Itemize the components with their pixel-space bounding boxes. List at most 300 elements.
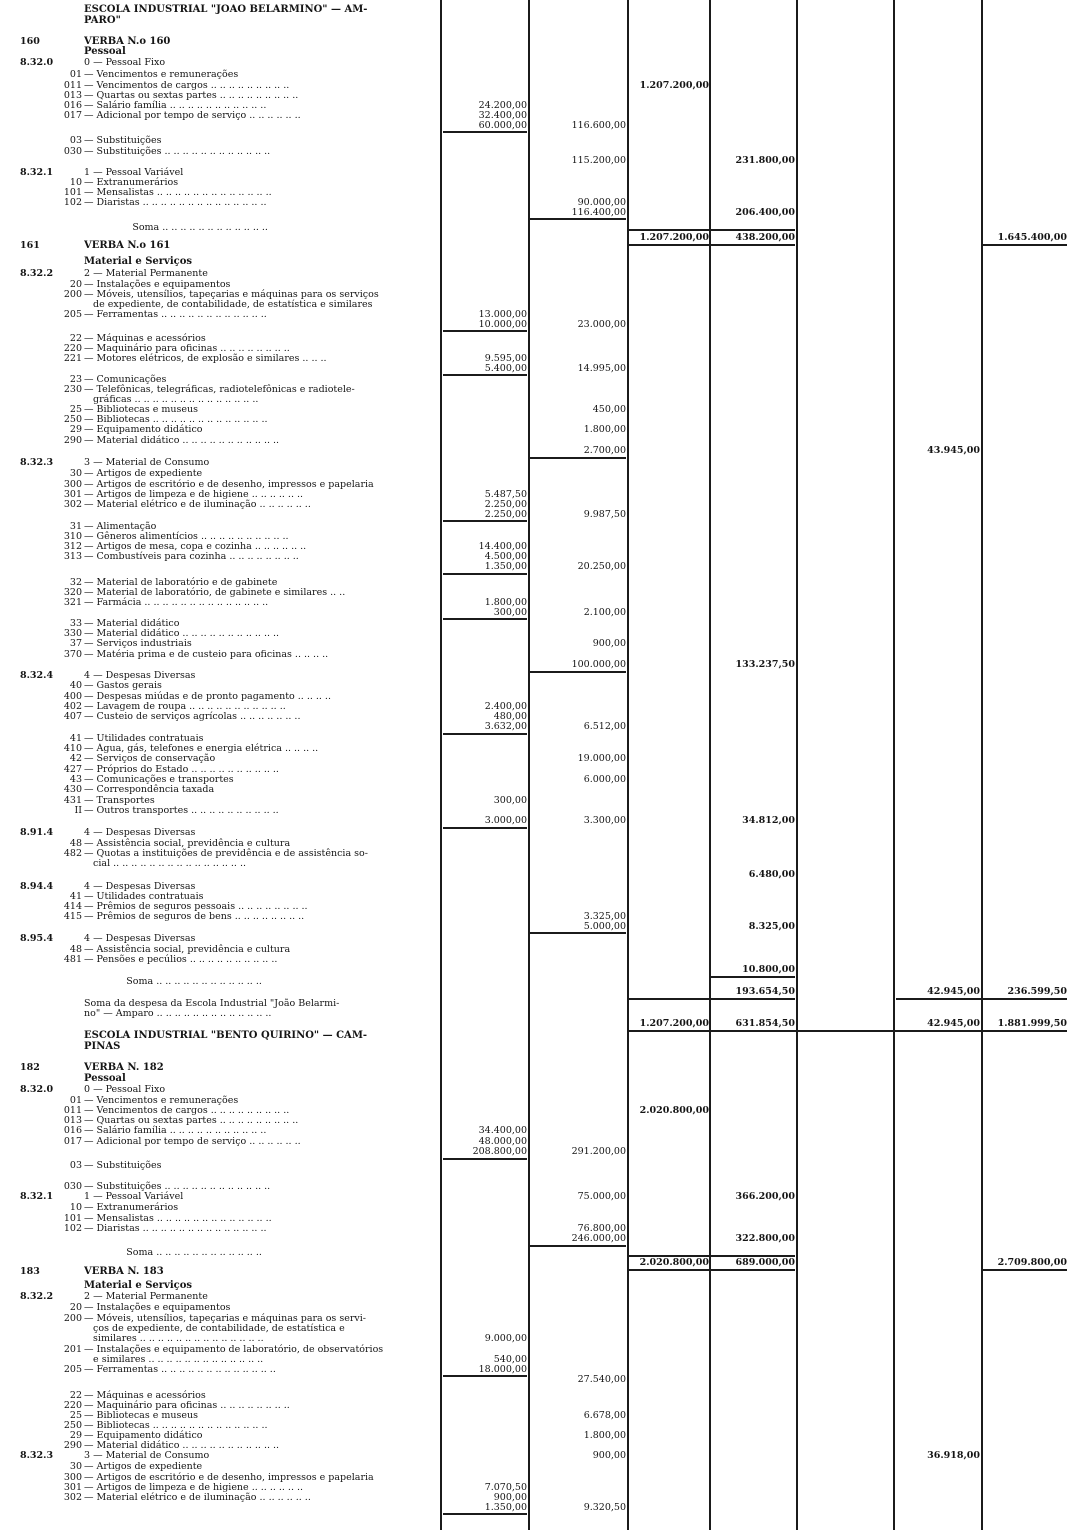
item-description: — Custeio de serviços agrícolas .. .. .. .. .. .. ..	[84, 711, 301, 722]
item-code: 200	[63, 289, 82, 300]
ledger-row	[0, 468, 1068, 479]
item-description: 0 — Pessoal Fixo	[84, 57, 166, 68]
item-description: — Maquinário para oficinas .. .. .. .. .. .. .. ..	[84, 1400, 290, 1411]
ledger-row	[0, 1266, 1068, 1277]
item-code: 31	[69, 521, 82, 532]
item-description: — Telefônicas, telegráficas, radiotelefônicas e radiotele-	[84, 384, 355, 395]
item-description: — Ferramentas .. .. .. .. .. .. .. .. .. .. .. ..	[84, 309, 267, 320]
item-description: gráficas .. .. .. .. .. .. .. .. .. .. .. .. .. ..	[84, 394, 259, 405]
item-code: 427	[63, 764, 82, 775]
item-code: 230	[63, 384, 82, 395]
item-code: 37	[69, 638, 82, 649]
item-description: — Substituições	[84, 135, 162, 146]
item-description: 2 — Material Permanente	[84, 1291, 208, 1302]
item-description: — Instalações e equipamentos	[84, 1302, 231, 1313]
item-description: — Água, gás, telefones e energia elétrica .. .. .. ..	[84, 743, 319, 754]
ledger-row	[0, 659, 1068, 670]
ledger-row	[0, 753, 1068, 764]
amount-group-total: 366.200,00	[735, 1191, 795, 1202]
item-description: — Bibliotecas .. .. .. .. .. .. .. .. .. .. .. .. ..	[84, 1420, 268, 1431]
section-code: 8.32.0	[20, 1084, 54, 1095]
sum-rule	[443, 1513, 527, 1515]
amount-group-total: 8.325,00	[748, 921, 795, 932]
item-description: de expediente, de contabilidade, de estatística e similares	[84, 299, 373, 310]
ledger-row	[0, 1146, 1068, 1157]
ledger-row	[0, 69, 1068, 80]
amount-item: 9.000,00	[484, 1333, 527, 1344]
section-code: 8.91.4	[20, 827, 54, 838]
amount-group-total: 6.480,00	[748, 869, 795, 880]
item-description: — Vencimentos e remunerações	[84, 1095, 239, 1106]
sum-rule	[443, 330, 527, 332]
section-code: 8.32.3	[20, 457, 54, 468]
item-code: 402	[63, 701, 82, 712]
item-code: 22	[69, 1390, 82, 1401]
amount-subtotal: 90.000,00	[577, 197, 626, 208]
item-description: — Adicional por tempo de serviço .. .. .. .. .. ..	[84, 1136, 301, 1147]
item-description: — Comunicações e transportes	[84, 774, 234, 785]
item-code: 205	[63, 309, 82, 320]
item-code: 482	[63, 848, 82, 859]
ledger-row	[0, 1125, 1068, 1136]
item-code: 03	[69, 1160, 82, 1171]
ledger-row	[0, 869, 1068, 880]
item-description: — Quartas ou sextas partes .. .. .. .. .. .. .. .. ..	[84, 1115, 299, 1126]
amount-subtotal: 116.600,00	[571, 120, 626, 131]
item-description: — Mensalistas .. .. .. .. .. .. .. .. .. .. .. .. ..	[84, 1213, 272, 1224]
amount-subtotal: 3.300,00	[583, 815, 626, 826]
amount-subtotal: 20.250,00	[577, 561, 626, 572]
item-code: 25	[69, 1410, 82, 1421]
amount-group-total: 322.800,00	[735, 1233, 795, 1244]
item-description: — Artigos de expediente	[84, 1461, 203, 1472]
ledger-row	[0, 1302, 1068, 1313]
item-code: 415	[63, 911, 82, 922]
item-description: — Vencimentos de cargos .. .. .. .. .. .. .. .. ..	[84, 80, 290, 91]
item-description: VERBA N. 182	[84, 1062, 164, 1073]
amount-group-total: 10.800,00	[742, 964, 795, 975]
item-code: 030	[63, 1181, 82, 1192]
ledger-row	[0, 1333, 1068, 1344]
item-description: — Máquinas e acessórios	[84, 333, 206, 344]
item-description: 0 — Pessoal Fixo	[84, 1084, 166, 1095]
item-description: — Utilidades contratuais	[84, 891, 204, 902]
amount-group-total: 438.200,00	[735, 232, 795, 243]
amount-item: 24.200,00	[478, 100, 527, 111]
item-description: — Outros transportes .. .. .. .. .. .. .. .. .. ..	[84, 805, 279, 816]
item-code: 481	[63, 954, 82, 965]
item-code: 101	[63, 187, 82, 198]
ledger-row	[0, 268, 1068, 279]
item-description: — Artigos de limpeza e de higiene .. .. .. .. .. ..	[84, 489, 304, 500]
item-description: Material e Serviços	[84, 256, 193, 267]
ledger-row	[0, 680, 1068, 691]
item-code: 430	[63, 784, 82, 795]
amount-item: 32.400,00	[478, 110, 527, 121]
sum-rule	[443, 131, 527, 133]
amount-fixed-total: 1.207.200,00	[639, 232, 709, 243]
item-description: — Alimentação	[84, 521, 157, 532]
amount-item: 9.595,00	[484, 353, 527, 364]
item-code: 23	[69, 374, 82, 385]
item-description: — Motores elétricos, de explosão e similares .. .. ..	[84, 353, 327, 364]
ledger-row	[0, 921, 1068, 932]
item-description: — Assistência social, previdência e cultura	[84, 944, 291, 955]
item-description: — Substituições .. .. .. .. .. .. .. .. .. .. .. ..	[84, 1181, 271, 1192]
item-code: 290	[63, 1440, 82, 1451]
amount-group-total: 631.854,50	[735, 1018, 795, 1029]
item-code: 10	[69, 177, 82, 188]
item-description: 4 — Despesas Diversas	[84, 933, 196, 944]
amount-subtotal: 450,00	[592, 404, 626, 415]
amount-subtotal: 27.540,00	[577, 1374, 626, 1385]
item-code: 017	[63, 1136, 82, 1147]
item-description: — Matéria prima e de custeio para oficinas .. .. .. ..	[84, 649, 329, 660]
item-code: 017	[63, 110, 82, 121]
item-description: — Diaristas .. .. .. .. .. .. .. .. .. .. .. .. .. ..	[84, 197, 267, 208]
item-description: VERBA N. 183	[84, 1266, 164, 1277]
item-code: 205	[63, 1364, 82, 1375]
item-description: 2 — Material Permanente	[84, 268, 208, 279]
amount-grand-total: 1.645.400,00	[997, 232, 1067, 243]
amount-material-total: 42.945,00	[927, 1018, 980, 1029]
amount-subtotal: 3.325,00	[583, 911, 626, 922]
item-code: 431	[63, 795, 82, 806]
amount-item: 10.000,00	[478, 319, 527, 330]
item-description: VERBA N.o 161	[84, 240, 171, 251]
item-code: 20	[69, 1302, 82, 1313]
amount-item: 5.400,00	[484, 363, 527, 374]
amount-fixed-total: 2.020.800,00	[639, 1257, 709, 1268]
item-description: — Material didático	[84, 618, 180, 629]
item-description: — Maquinário para oficinas .. .. .. .. .. .. .. ..	[84, 343, 290, 354]
item-description: Soma .. .. .. .. .. .. .. .. .. .. .. ..	[84, 1247, 262, 1258]
item-description: cial .. .. .. .. .. .. .. .. .. .. .. .. .. .. ..	[84, 858, 247, 869]
item-code: 30	[69, 1461, 82, 1472]
item-code: 301	[63, 1482, 82, 1493]
item-code: 321	[63, 597, 82, 608]
item-description: Soma da despesa da Escola Industrial "João Belarmi-	[84, 998, 340, 1009]
ledger-row	[0, 240, 1068, 251]
ledger-row	[0, 1018, 1068, 1029]
item-description: — Máquinas e acessórios	[84, 1390, 206, 1401]
amount-material-total: 36.918,00	[927, 1450, 980, 1461]
item-code: 312	[63, 541, 82, 552]
amount-material-total: 42.945,00	[927, 986, 980, 997]
section-code: 8.32.2	[20, 268, 54, 279]
item-description: — Salário família .. .. .. .. .. .. .. .. .. .. ..	[84, 1125, 267, 1136]
item-description: — Transportes	[84, 795, 155, 806]
item-code: 013	[63, 90, 82, 101]
item-description: — Assistência social, previdência e cultura	[84, 838, 291, 849]
ledger-row	[0, 445, 1068, 456]
item-code: 101	[63, 1213, 82, 1224]
item-code: 20	[69, 279, 82, 290]
section-code: 8.32.0	[20, 57, 54, 68]
item-description: — Equipamento didático	[84, 1430, 203, 1441]
ledger-row	[0, 1280, 1068, 1291]
item-description: — Substituições .. .. .. .. .. .. .. .. .. .. .. ..	[84, 146, 271, 157]
item-code: 410	[63, 743, 82, 754]
ledger-row	[0, 1041, 1068, 1052]
ledger-row	[0, 4, 1068, 15]
amount-subtotal: 900,00	[592, 1450, 626, 1461]
amount-subtotal: 9.320,50	[583, 1502, 626, 1513]
item-code: 370	[63, 649, 82, 660]
item-description: Soma .. .. .. .. .. .. .. .. .. .. .. ..	[84, 976, 262, 987]
item-description: — Material didático .. .. .. .. .. .. .. .. .. .. ..	[84, 435, 280, 446]
ledger-row	[0, 15, 1068, 26]
item-code: 10	[69, 1202, 82, 1213]
item-code: 013	[63, 1115, 82, 1126]
ledger-row	[0, 1374, 1068, 1385]
amount-item: 1.800,00	[484, 597, 527, 608]
amount-subtotal: 76.800,00	[577, 1223, 626, 1234]
item-description: — Instalações e equipamentos	[84, 279, 231, 290]
amount-item: 48.000,00	[478, 1136, 527, 1147]
item-description: — Vencimentos e remunerações	[84, 69, 239, 80]
item-description: — Adicional por tempo de serviço .. .. .. .. .. ..	[84, 110, 301, 121]
item-description: 4 — Despesas Diversas	[84, 881, 196, 892]
item-description: PINAS	[84, 1041, 121, 1052]
item-description: Pessoal	[84, 46, 126, 57]
ledger-row	[0, 815, 1068, 826]
amount-subtotal: 6.000,00	[583, 774, 626, 785]
ledger-row	[0, 1030, 1068, 1041]
item-description: — Quotas a instituições de previdência e de assistência so-	[84, 848, 368, 859]
amount-grand-total: 2.709.800,00	[997, 1257, 1067, 1268]
ledger-row	[0, 858, 1068, 869]
amount-item: 14.400,00	[478, 541, 527, 552]
ledger-row	[0, 964, 1068, 975]
item-description: — Despesas miúdas e de pronto pagamento .. .. .. ..	[84, 691, 331, 702]
item-code: 30	[69, 468, 82, 479]
amount-material-total: 43.945,00	[927, 445, 980, 456]
item-description: — Instalações e equipamento de laboratório, de observatórios	[84, 1344, 384, 1355]
item-code: 330	[63, 628, 82, 639]
sum-rule	[530, 218, 626, 220]
section-code: 8.94.4	[20, 881, 54, 892]
ledger-row	[0, 1291, 1068, 1302]
section-code: 8.32.3	[20, 1450, 54, 1461]
amount-item: 300,00	[493, 607, 527, 618]
item-code: 201	[63, 1344, 82, 1355]
item-description: — Serviços de conservação	[84, 753, 216, 764]
item-description: — Bibliotecas e museus	[84, 404, 198, 415]
item-code: 48	[69, 944, 82, 955]
section-code: 8.32.4	[20, 670, 54, 681]
item-description: similares .. .. .. .. .. .. .. .. .. .. .. .. .. ..	[84, 1333, 264, 1344]
item-code: 102	[63, 1223, 82, 1234]
item-description: — Extranumerários	[84, 177, 179, 188]
amount-group-total: 34.812,00	[742, 815, 795, 826]
item-description: — Vencimentos de cargos .. .. .. .. .. .. .. .. ..	[84, 1105, 290, 1116]
item-code: 407	[63, 711, 82, 722]
item-description: — Artigos de escritório e de desenho, impressos e papelaria	[84, 479, 374, 490]
item-description: — Lavagem de roupa .. .. .. .. .. .. .. .. .. .. ..	[84, 701, 286, 712]
item-description: — Material didático .. .. .. .. .. .. .. .. .. .. ..	[84, 1440, 280, 1451]
amount-item: 2.250,00	[484, 509, 527, 520]
item-code: 016	[63, 100, 82, 111]
ledger-row	[0, 319, 1068, 330]
item-code: 250	[63, 1420, 82, 1431]
section-code: 8.32.1	[20, 167, 54, 178]
item-code: 43	[69, 774, 82, 785]
item-description: — Combustíveis para cozinha .. .. .. .. .. .. .. ..	[84, 551, 299, 562]
item-description: — Material de laboratório e de gabinete	[84, 577, 278, 588]
amount-item: 2.400,00	[484, 701, 527, 712]
amount-fixed-total: 2.020.800,00	[639, 1105, 709, 1116]
amount-subtotal: 5.000,00	[583, 921, 626, 932]
item-description: — Utilidades contratuais	[84, 733, 204, 744]
item-description: 4 — Despesas Diversas	[84, 827, 196, 838]
ledger-row	[0, 1202, 1068, 1213]
amount-grand-total: 1.881.999,50	[997, 1018, 1067, 1029]
item-description: — Móveis, utensílios, tapeçarias e máquinas para os servi-	[84, 1313, 366, 1324]
amount-subtotal: 1.800,00	[583, 424, 626, 435]
item-description: — Material didático .. .. .. .. .. .. .. .. .. .. ..	[84, 628, 280, 639]
item-description: — Equipamento didático	[84, 424, 203, 435]
item-code: II	[74, 805, 82, 816]
ledger-row	[0, 57, 1068, 68]
ledger-row	[0, 509, 1068, 520]
ledger-row	[0, 135, 1068, 146]
item-code: 250	[63, 414, 82, 425]
ledger-row	[0, 1502, 1068, 1513]
item-description: — Gêneros alimentícios .. .. .. .. .. .. .. .. .. ..	[84, 531, 289, 542]
item-description: — Extranumerários	[84, 1202, 179, 1213]
amount-subtotal: 291.200,00	[571, 1146, 626, 1157]
amount-item: 2.250,00	[484, 499, 527, 510]
ledger-row	[0, 607, 1068, 618]
amount-group-total: 231.800,00	[735, 155, 795, 166]
ledger-row	[0, 1450, 1068, 1461]
item-code: 25	[69, 404, 82, 415]
ledger-row	[0, 155, 1068, 166]
amount-item: 5.487,50	[484, 489, 527, 500]
item-description: — Móveis, utensílios, tapeçarias e máquinas para os serviços	[84, 289, 379, 300]
item-code: 011	[63, 80, 82, 91]
item-code: 016	[63, 1125, 82, 1136]
amount-item: 900,00	[493, 1492, 527, 1503]
item-description: — Pensões e pecúlios .. .. .. .. .. .. .. .. .. ..	[84, 954, 278, 965]
ledger-row	[0, 1160, 1068, 1171]
item-description: — Bibliotecas e museus	[84, 1410, 198, 1421]
ledger-row	[0, 256, 1068, 267]
item-code: 302	[63, 1492, 82, 1503]
item-description: — Comunicações	[84, 374, 167, 385]
item-code: 011	[63, 1105, 82, 1116]
amount-item: 480,00	[493, 711, 527, 722]
item-description: — Diaristas .. .. .. .. .. .. .. .. .. .. .. .. .. ..	[84, 1223, 267, 1234]
amount-group-total: 133.237,50	[735, 659, 795, 670]
item-description: — Artigos de mesa, copa e cozinha .. .. .. .. .. ..	[84, 541, 307, 552]
item-code: 200	[63, 1313, 82, 1324]
item-description: — Artigos de limpeza e de higiene .. .. .. .. .. ..	[84, 1482, 304, 1493]
section-code: 8.95.4	[20, 933, 54, 944]
amount-item: 1.350,00	[484, 561, 527, 572]
amount-item: 4.500,00	[484, 551, 527, 562]
amount-item: 3.000,00	[484, 815, 527, 826]
amount-item: 18.000,00	[478, 1364, 527, 1375]
amount-item: 540,00	[493, 1354, 527, 1365]
amount-subtotal: 6.512,00	[583, 721, 626, 732]
item-code: 221	[63, 353, 82, 364]
item-description: Pessoal	[84, 1073, 126, 1084]
ledger-row	[0, 424, 1068, 435]
item-code: 22	[69, 333, 82, 344]
item-code: 290	[63, 435, 82, 446]
section-code: 183	[20, 1266, 40, 1277]
item-code: 220	[63, 343, 82, 354]
item-description: 3 — Material de Consumo	[84, 1450, 210, 1461]
amount-item: 3.632,00	[484, 721, 527, 732]
item-description: — Material elétrico e de iluminação .. .. .. .. .. ..	[84, 1492, 311, 1503]
item-description: — Ferramentas .. .. .. .. .. .. .. .. .. .. .. .. ..	[84, 1364, 276, 1375]
amount-item: 7.070,50	[484, 1482, 527, 1493]
item-code: 220	[63, 1400, 82, 1411]
item-description: 1 — Pessoal Variável	[84, 167, 184, 178]
item-description: — Gastos gerais	[84, 680, 162, 691]
amount-subtotal: 19.000,00	[577, 753, 626, 764]
item-code: 33	[69, 618, 82, 629]
amount-grand-total: 236.599,50	[1007, 986, 1067, 997]
amount-subtotal: 2.100,00	[583, 607, 626, 618]
item-code: 01	[69, 1095, 82, 1106]
amount-item: 60.000,00	[478, 120, 527, 131]
item-description: Material e Serviços	[84, 1280, 193, 1291]
section-code: 161	[20, 240, 40, 251]
amount-fixed-total: 1.207.200,00	[639, 80, 709, 91]
amount-subtotal: 2.700,00	[583, 445, 626, 456]
amount-subtotal: 23.000,00	[577, 319, 626, 330]
ledger-row	[0, 363, 1068, 374]
item-code: 29	[69, 424, 82, 435]
amount-subtotal: 246.000,00	[571, 1233, 626, 1244]
ledger-row	[0, 46, 1068, 57]
amount-fixed-total: 1.207.200,00	[639, 1018, 709, 1029]
amount-item: 1.350,00	[484, 1502, 527, 1513]
item-code: 32	[69, 577, 82, 588]
item-code: 302	[63, 499, 82, 510]
item-description: 3 — Material de Consumo	[84, 457, 210, 468]
section-code: 182	[20, 1062, 40, 1073]
item-description: no" — Amparo .. .. .. .. .. .. .. .. .. .. .. .. ..	[84, 1008, 272, 1019]
amount-subtotal: 9.987,50	[583, 509, 626, 520]
item-code: 300	[63, 479, 82, 490]
item-description: — Artigos de escritório e de desenho, impressos e papelaria	[84, 1472, 374, 1483]
item-description: e similares .. .. .. .. .. .. .. .. .. .. .. .. ..	[84, 1354, 264, 1365]
amount-subtotal: 75.000,00	[577, 1191, 626, 1202]
amount-item: 300,00	[493, 795, 527, 806]
item-description: VERBA N.o 160	[84, 36, 171, 47]
item-code: 03	[69, 135, 82, 146]
item-description: — Artigos de expediente	[84, 468, 203, 479]
ledger-row	[0, 827, 1068, 838]
item-code: 01	[69, 69, 82, 80]
amount-subtotal: 14.995,00	[577, 363, 626, 374]
ledger-row	[0, 120, 1068, 131]
amount-subtotal: 1.800,00	[583, 1430, 626, 1441]
ledger-row	[0, 721, 1068, 732]
amount-item: 208.800,00	[472, 1146, 527, 1157]
ledger-row	[0, 1073, 1068, 1084]
item-description: — Serviços industriais	[84, 638, 192, 649]
item-code: 300	[63, 1472, 82, 1483]
section-code: 8.32.2	[20, 1291, 54, 1302]
ledger-row	[0, 1233, 1068, 1244]
item-description: 1 — Pessoal Variável	[84, 1191, 184, 1202]
